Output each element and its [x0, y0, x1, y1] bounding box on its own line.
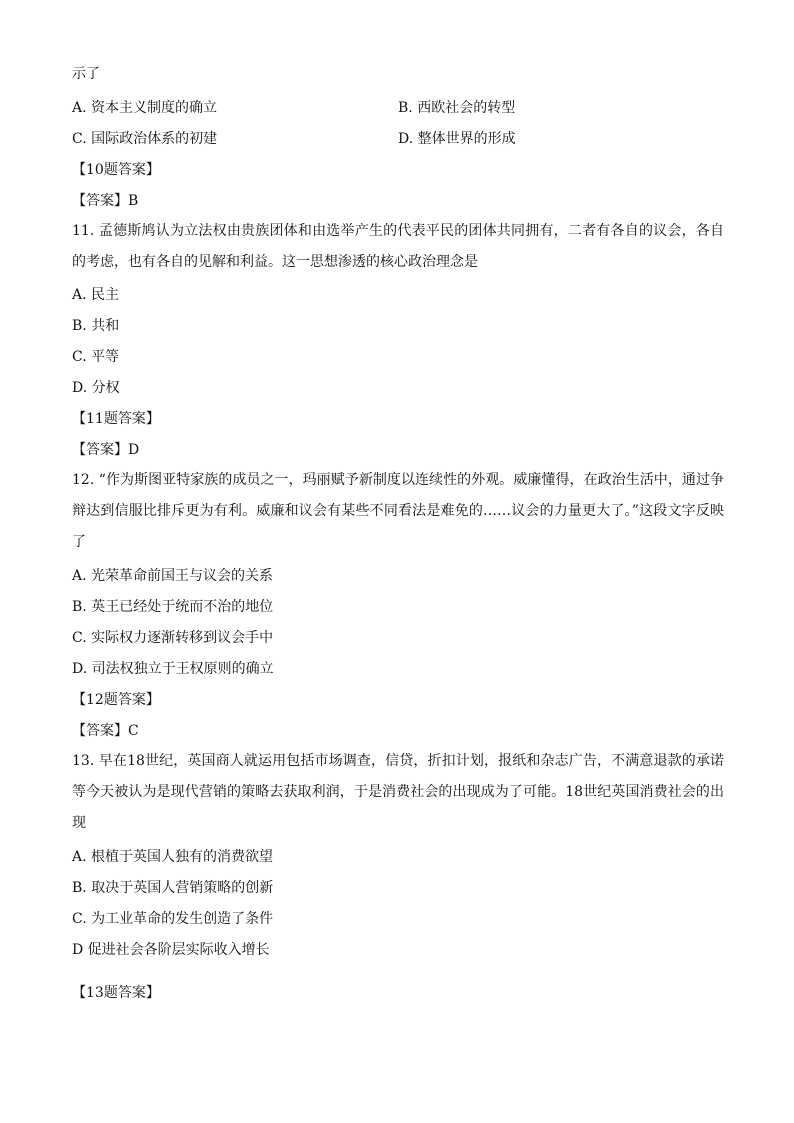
q11-answer-heading: 【11题答案】 — [72, 411, 160, 427]
q12-option-c: C. 实际权力逐渐转移到议会手中 — [72, 630, 274, 646]
q13-option-c: C. 为工业革命的发生创造了条件 — [72, 911, 274, 927]
q13-option-d: D 促进社会各阶层实际收入增长 — [72, 942, 270, 958]
q12-option-a: A. 光荣革命前国王与议会的关系 — [72, 568, 274, 584]
q11-option-d: D. 分权 — [72, 380, 120, 396]
q13-option-b: B. 取决于英国人营销策略的创新 — [72, 880, 274, 896]
q13-option-a: A. 根植于英国人独有的消费欲望 — [72, 849, 274, 865]
q13-stem: 13. 早在18世纪，英国商人就运用包括市场调查，信贷，折扣计划，报纸和杂志广告，不满意退款的承诺等今天被认为是现代营销的策略去获取利润，于是消费社会的出现成为了可能。18世纪英国消费社会的出现 — [72, 753, 724, 831]
q11-option-b: B. 共和 — [72, 318, 120, 334]
q12-option-b: B. 英王已经处于统而不治的地位 — [72, 599, 274, 615]
q10-option-b: B. 西欧社会的转型 — [398, 100, 516, 116]
q12-stem: 12. “作为斯图亚特家族的成员之一，玛丽赋予新制度以连续性的外观。威廉懂得，在政治生活中，通过争辩达到信服比排斥更为有利。威廉和议会有某些不同看法是难免的……议会的力量更大了。”这段文字反映了 — [72, 472, 724, 550]
q10-option-c: C. 国际政治体系的初建 — [72, 131, 218, 147]
q10-option-d: D. 整体世界的形成 — [398, 131, 516, 147]
q12-answer: 【答案】C — [72, 723, 139, 739]
q11-option-c: C. 平等 — [72, 349, 120, 365]
q10-answer-heading: 【10题答案】 — [72, 162, 160, 178]
q10-answer: 【答案】B — [72, 193, 139, 209]
q10-option-a: A. 资本主义制度的确立 — [72, 100, 218, 116]
continuation-text: 示了 — [72, 66, 100, 82]
q11-option-a: A. 民主 — [72, 287, 120, 303]
q11-stem: 11. 孟德斯鸠认为立法权由贵族团体和由选举产生的代表平民的团体共同拥有，二者有各自的议会，各自的考虑，也有各自的见解和利益。这一思想渗透的核心政治理念是 — [72, 223, 724, 270]
q13-answer-heading: 【13题答案】 — [72, 985, 160, 1001]
q11-answer: 【答案】D — [72, 442, 140, 458]
q12-answer-heading: 【12题答案】 — [72, 692, 160, 708]
q12-option-d: D. 司法权独立于王权原则的确立 — [72, 661, 274, 677]
